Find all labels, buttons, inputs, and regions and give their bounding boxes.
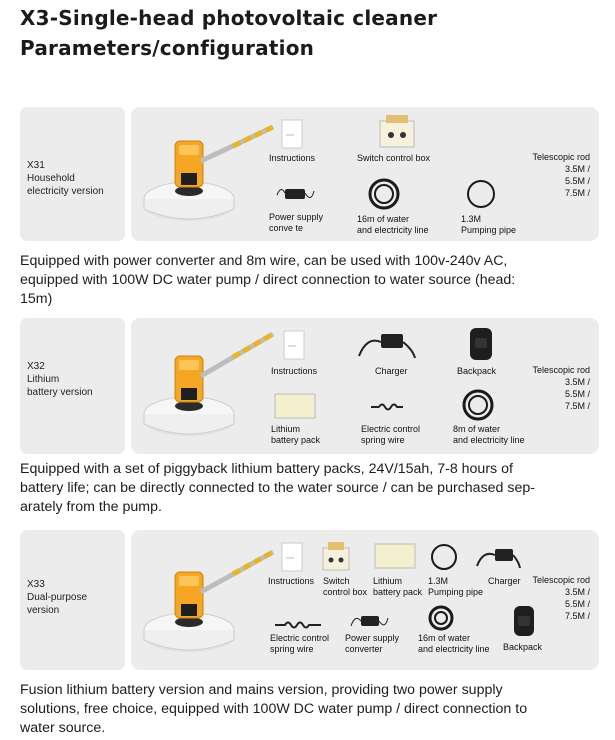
model-name: X32	[27, 361, 45, 372]
item-power-supply: Power supply conve te	[269, 212, 324, 233]
telescopic-rod-spec	[526, 151, 590, 199]
lithium-battery-pack-icon	[373, 540, 417, 570]
power-supply-converter-icon	[349, 610, 389, 632]
rod-size: 3.5M /	[564, 164, 590, 174]
cleaner-product-image	[137, 324, 277, 446]
model-name: X31	[27, 160, 45, 171]
rod-label: Telescopic rod	[532, 152, 590, 162]
model-desc-line2: version	[27, 605, 60, 616]
spring-wire-icon	[273, 618, 323, 632]
configuration-panel-x32	[131, 318, 599, 454]
item-spring-wire: Electric control spring wire	[361, 424, 421, 445]
instructions-sheet-icon	[281, 542, 303, 572]
description-x33: Fusion lithium battery version and mains version, providing two power supply solutions, free choice, equipped with 100W DC water pump / direct connection to water source.	[20, 682, 528, 736]
rod-size: 3.5M /	[564, 587, 590, 597]
item-pumping-pipe: 1.3M Pumping pipe	[428, 576, 484, 597]
page-subtitle: Parameters/configuration	[20, 36, 315, 60]
charger-icon	[475, 544, 521, 570]
item-water-electricity-line: 16m of water and electricity line	[418, 633, 490, 654]
item-lithium-battery-pack: Lithium battery pack	[271, 424, 321, 445]
item-pumping-pipe: 1.3M Pumping pipe	[461, 214, 517, 235]
model-label-x32	[20, 318, 125, 454]
rod-size: 7.5M /	[564, 401, 590, 411]
coiled-cable-icon	[427, 604, 455, 632]
model-label-x31	[20, 107, 125, 241]
backpack-icon	[511, 602, 537, 638]
coiled-cable-icon	[461, 388, 495, 422]
item-water-electricity-line: 16m of water and electricity line	[357, 214, 429, 235]
rod-size: 5.5M /	[564, 176, 590, 186]
backpack-icon	[467, 324, 495, 362]
instructions-sheet-icon	[283, 330, 305, 360]
model-desc-line1: Lithium	[27, 374, 60, 385]
model-desc-line2: electricity version	[27, 186, 104, 197]
switch-control-box-icon	[377, 113, 417, 149]
power-supply-converter-icon	[275, 181, 315, 207]
rod-size: 5.5M /	[564, 599, 590, 609]
instructions-sheet-icon	[281, 119, 303, 149]
model-desc-line1: Household	[27, 173, 75, 184]
pumping-pipe-icon	[464, 177, 498, 211]
model-desc-line2: battery version	[27, 387, 93, 398]
item-switch-control-box: Switch control box	[357, 153, 431, 163]
item-power-supply: Power supply converter	[345, 633, 400, 654]
item-switch-control-box: Switch control box	[323, 576, 368, 597]
item-instructions: Instructions	[269, 153, 316, 163]
rod-size: 7.5M /	[564, 611, 590, 621]
pumping-pipe-icon	[429, 542, 459, 572]
rod-label: Telescopic rod	[532, 575, 590, 585]
coiled-cable-icon	[367, 177, 401, 211]
model-label-x33	[20, 530, 125, 670]
configuration-panel-x33	[131, 530, 599, 670]
rod-size: 3.5M /	[564, 377, 590, 387]
item-spring-wire: Electric control spring wire	[270, 633, 330, 654]
item-backpack: Backpack	[503, 642, 543, 652]
item-charger: Charger	[375, 366, 408, 376]
item-instructions: Instructions	[268, 576, 315, 586]
item-lithium-battery-pack: Lithium battery pack	[373, 576, 423, 597]
item-water-electricity-line: 8m of water and electricity line	[453, 424, 525, 445]
charger-icon	[357, 328, 417, 360]
cleaner-product-image	[137, 538, 277, 662]
model-name: X33	[27, 579, 45, 590]
spring-wire-icon	[369, 400, 405, 414]
item-backpack: Backpack	[457, 366, 497, 376]
configuration-panel-x31	[131, 107, 599, 241]
telescopic-rod-spec	[526, 364, 590, 412]
model-desc-line1: Dual-purpose	[27, 592, 88, 603]
page-title: X3-Single-head photovoltaic cleaner	[20, 6, 438, 30]
rod-size: 5.5M /	[564, 389, 590, 399]
lithium-battery-pack-icon	[273, 390, 317, 420]
rod-size: 7.5M /	[564, 188, 590, 198]
description-x31: Equipped with power converter and 8m wire, can be used with 100v-240v AC, equipped with 100W DC water pump / direct connection to water source (head: 15m)	[20, 253, 516, 307]
switch-control-box-icon	[321, 540, 351, 572]
rod-label: Telescopic rod	[532, 365, 590, 375]
item-charger: Charger	[488, 576, 521, 586]
item-instructions: Instructions	[271, 366, 318, 376]
description-x32: Equipped with a set of piggyback lithium battery packs, 24V/15ah, 7-8 hours of battery life; can be directly connected to the water source / can be purchased sep- arately from the pump.	[20, 461, 535, 515]
cleaner-product-image	[137, 111, 277, 231]
